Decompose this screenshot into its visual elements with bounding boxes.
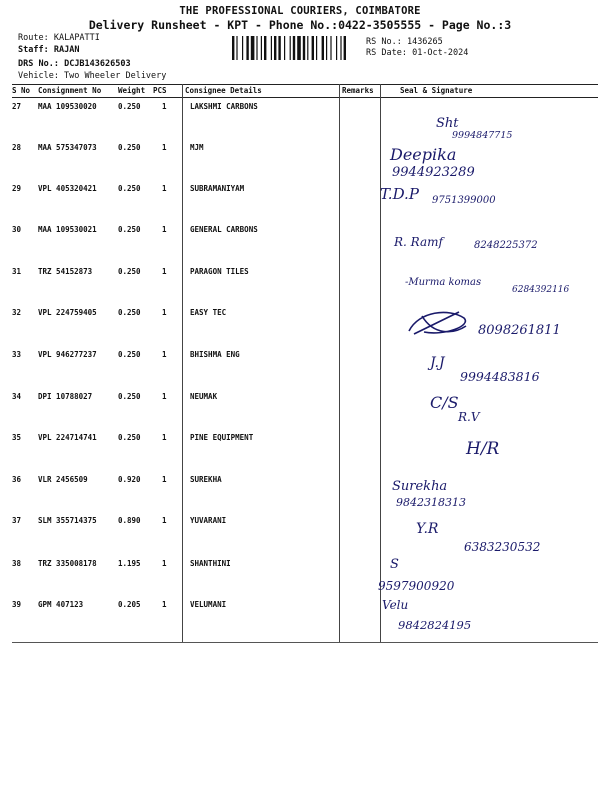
row-consignment: MAA 575347073 xyxy=(38,143,97,152)
handwritten-signature: Deepika xyxy=(390,145,457,164)
handwritten-signature: R. Ramf xyxy=(394,235,443,249)
row-sno: 35 xyxy=(12,433,22,442)
row-sno: 32 xyxy=(12,308,22,317)
row-sno: 28 xyxy=(12,143,22,152)
runsheet-subtitle: Delivery Runsheet - KPT - Phone No.:0422-3505555 - Page No.:3 xyxy=(88,18,512,32)
row-consignment: GPM 407123 xyxy=(38,600,84,609)
row-weight: 0.250 xyxy=(118,143,141,152)
row-consignee: YUVARANI xyxy=(190,516,227,525)
row-consignment: VPL 224714741 xyxy=(38,433,97,442)
handwritten-phone: 9751399000 xyxy=(432,195,496,206)
row-consignment: TRZ 335008178 xyxy=(38,559,97,568)
handwritten-signature: Sht xyxy=(436,116,459,131)
rs-date-value: 01-Oct-2024 xyxy=(412,48,469,58)
table-row xyxy=(12,262,598,302)
row-pcs: 1 xyxy=(162,184,167,193)
handwritten-signature: Y.R xyxy=(416,521,439,537)
row-consignee: VELUMANI xyxy=(190,600,227,609)
row-consignment: MAA 109530021 xyxy=(38,225,97,234)
col-consignee: Consignee Details xyxy=(185,86,262,95)
table-row xyxy=(12,470,598,510)
vehicle-line: Vehicle: Two Wheeler Delivery xyxy=(18,71,167,81)
handwritten-signature: Surekha xyxy=(392,479,448,494)
col-pcs: PCS xyxy=(153,86,167,95)
row-pcs: 1 xyxy=(162,516,167,525)
table-row xyxy=(12,554,598,594)
row-weight: 0.250 xyxy=(118,225,141,234)
rs-no-label: RS No.: xyxy=(366,37,402,47)
row-weight: 0.250 xyxy=(118,433,141,442)
row-weight: 0.920 xyxy=(118,475,141,484)
row-weight: 0.250 xyxy=(118,184,141,193)
row-pcs: 1 xyxy=(162,600,167,609)
row-sno: 31 xyxy=(12,267,22,276)
row-consignee: GENERAL CARBONS xyxy=(190,225,258,234)
table-row xyxy=(12,387,598,427)
row-consignee: NEUMAK xyxy=(190,392,218,401)
row-consignment: SLM 355714375 xyxy=(38,516,97,525)
row-pcs: 1 xyxy=(162,267,167,276)
row-weight: 0.250 xyxy=(118,102,141,111)
row-consignment: DPI 10788027 xyxy=(38,392,93,401)
row-consignee: PARAGON TILES xyxy=(190,267,249,276)
route-line xyxy=(18,33,100,43)
table-row xyxy=(12,179,598,219)
handwritten-signature: Velu xyxy=(382,598,409,612)
row-pcs: 1 xyxy=(162,559,167,568)
row-consignment: VPL 946277237 xyxy=(38,350,97,359)
row-pcs: 1 xyxy=(162,143,167,152)
handwritten-signature: S xyxy=(390,557,399,572)
row-consignment: VPL 405320421 xyxy=(38,184,97,193)
row-consignment: TRZ 54152873 xyxy=(38,267,93,276)
handwritten-phone: 9842824195 xyxy=(398,618,472,632)
row-pcs: 1 xyxy=(162,392,167,401)
table-bottom-line xyxy=(12,642,598,643)
rs-no-value: 1436265 xyxy=(406,37,443,47)
row-sno: 29 xyxy=(12,184,22,193)
drs-value: DCJB143626503 xyxy=(64,59,131,69)
handwritten-signature: -Murma komas xyxy=(405,277,482,288)
row-pcs: 1 xyxy=(162,308,167,317)
row-pcs: 1 xyxy=(162,433,167,442)
handwritten-phone: 8248225372 xyxy=(474,240,538,251)
row-weight: 0.890 xyxy=(118,516,141,525)
row-weight: 0.205 xyxy=(118,600,141,609)
col-seal: Seal & Signature xyxy=(400,86,473,95)
row-weight: 0.250 xyxy=(118,308,141,317)
row-consignee: LAKSHMI CARBONS xyxy=(190,102,258,111)
rs-date-line xyxy=(366,48,468,58)
row-pcs: 1 xyxy=(162,475,167,484)
rs-no-line xyxy=(366,37,443,47)
handwritten-phone: 9944923289 xyxy=(392,165,475,180)
row-consignee: SUBRAMANIYAM xyxy=(190,184,245,193)
col-weight: Weight xyxy=(118,86,146,95)
handwritten-phone: 6383230532 xyxy=(464,540,541,554)
row-weight: 0.250 xyxy=(118,392,141,401)
route-label: Route: xyxy=(18,33,49,43)
row-sno: 33 xyxy=(12,350,22,359)
drs-label: DRS No.: xyxy=(18,59,59,69)
company-title: THE PROFESSIONAL COURIERS, COIMBATORE xyxy=(179,5,421,17)
row-weight: 1.195 xyxy=(118,559,141,568)
handwritten-phone: 9994483816 xyxy=(460,369,540,384)
handwritten-phone: 9994847715 xyxy=(452,130,513,141)
row-weight: 0.250 xyxy=(118,267,141,276)
handwritten-signature: H/R xyxy=(466,439,500,459)
col-consignment: Consignment No xyxy=(38,86,102,95)
handwritten-phone: 6284392116 xyxy=(512,285,570,295)
rs-date-label: RS Date: xyxy=(366,48,407,58)
row-weight: 0.250 xyxy=(118,350,141,359)
handwritten-signature: T.D.P xyxy=(380,185,419,203)
handwritten-signature: C/S xyxy=(430,393,459,412)
row-pcs: 1 xyxy=(162,102,167,111)
staff-value: RAJAN xyxy=(53,45,80,55)
row-consignee: PINE EQUIPMENT xyxy=(190,433,254,442)
row-sno: 34 xyxy=(12,392,22,401)
row-sno: 36 xyxy=(12,475,22,484)
signature-scribble xyxy=(404,306,474,340)
table-row xyxy=(12,428,598,468)
staff-label: Staff: xyxy=(18,45,49,55)
row-consignment: MAA 109530020 xyxy=(38,102,97,111)
handwritten-phone: 9597900920 xyxy=(378,579,455,593)
row-consignee: SUREKHA xyxy=(190,475,222,484)
row-sno: 38 xyxy=(12,559,22,568)
table-row xyxy=(12,138,598,178)
row-consignee: MJM xyxy=(190,143,204,152)
row-consignee: SHANTHINI xyxy=(190,559,231,568)
row-sno: 30 xyxy=(12,225,22,234)
row-consignee: BHISHMA ENG xyxy=(190,350,240,359)
row-consignee: EASY TEC xyxy=(190,308,227,317)
staff-line xyxy=(18,45,79,55)
table-header xyxy=(12,84,598,98)
row-pcs: 1 xyxy=(162,350,167,359)
row-consignment: VLR 2456509 xyxy=(38,475,88,484)
row-pcs: 1 xyxy=(162,225,167,234)
row-sno: 27 xyxy=(12,102,22,111)
handwritten-signature: J.J xyxy=(430,355,445,371)
handwritten-phone: R.V xyxy=(458,410,480,424)
row-sno: 39 xyxy=(12,600,22,609)
barcode-image xyxy=(232,36,358,60)
row-consignment: VPL 224759405 xyxy=(38,308,97,317)
handwritten-phone: 8098261811 xyxy=(478,323,561,338)
handwritten-phone: 9842318313 xyxy=(396,496,466,509)
col-sno: S No xyxy=(12,86,31,95)
route-value: KALAPATTI xyxy=(53,33,100,43)
drs-line xyxy=(18,59,131,69)
col-remarks: Remarks xyxy=(342,86,374,95)
table-row xyxy=(12,595,598,635)
row-sno: 37 xyxy=(12,516,22,525)
